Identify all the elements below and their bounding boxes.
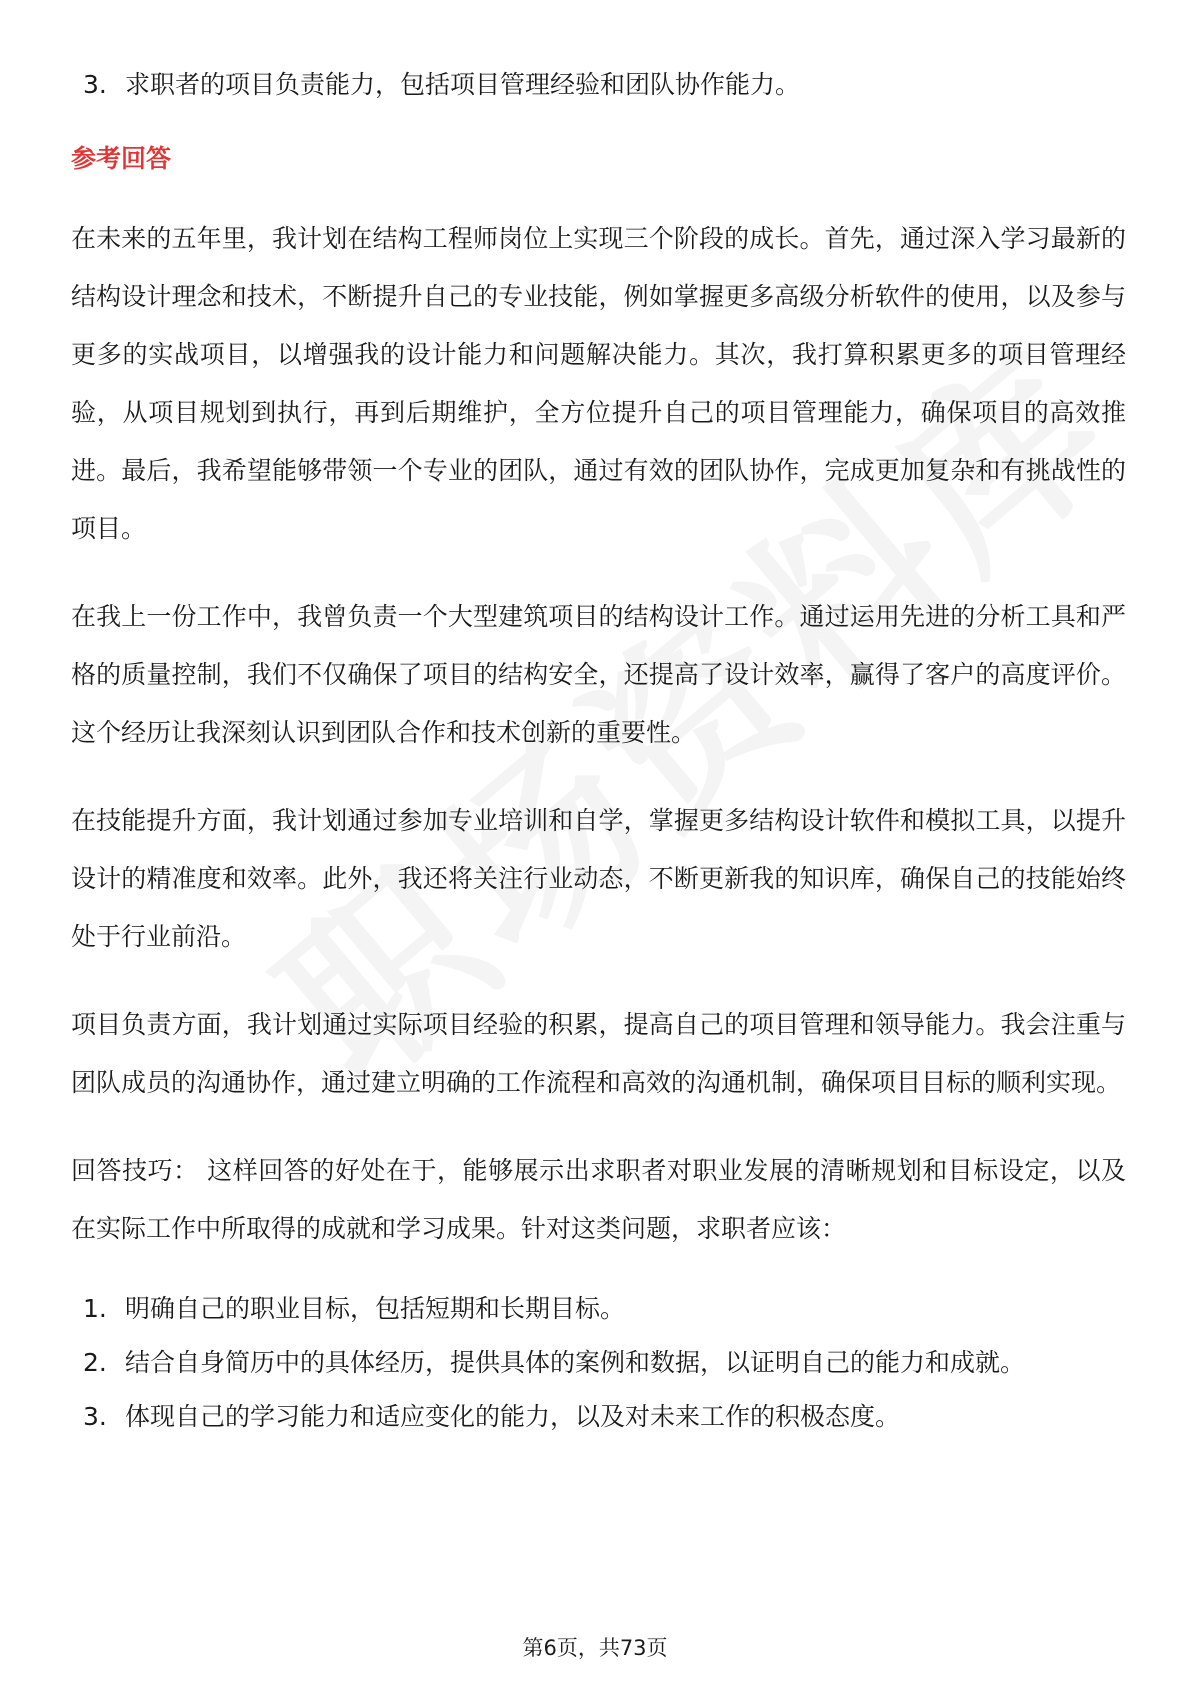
list-text: 明确自己的职业目标，包括短期和长期目标。 <box>125 1294 626 1323</box>
list-item <box>71 58 1126 112</box>
section-title: 参考回答 <box>71 144 172 173</box>
list-text: 求职者的项目负责能力，包括项目管理经验和团队协作能力。 <box>125 70 801 99</box>
list-item <box>71 1336 1126 1390</box>
list-text: 结合自身简历中的具体经历，提供具体的案例和数据，以证明自己的能力和成就。 <box>125 1348 1026 1377</box>
list-number: 2. <box>83 1348 107 1377</box>
document-body <box>71 58 1126 1444</box>
list-item <box>71 1390 1126 1444</box>
paragraph: 在技能提升方面，我计划通过参加专业培训和自学，掌握更多结构设计软件和模拟工具，以提升设计的精准度和效率。此外，我还将关注行业动态，不断更新我的知识库，确保自己的技能始终处于行业前沿。 <box>71 806 1126 951</box>
paragraph: 项目负责方面，我计划通过实际项目经验的积累，提高自己的项目管理和领导能力。我会注重与团队成员的沟通协作，通过建立明确的工作流程和高效的沟通机制，确保项目目标的顺利实现。 <box>71 1010 1126 1097</box>
list-number: 3. <box>83 70 107 99</box>
list-item <box>71 1282 1126 1336</box>
page-footer: 第6页，共73页 <box>522 1636 668 1660</box>
paragraph: 在我上一份工作中，我曾负责一个大型建筑项目的结构设计工作。通过运用先进的分析工具和严格的质量控制，我们不仅确保了项目的结构安全，还提高了设计效率，赢得了客户的高度评价。这个经历让我深刻认识到团队合作和技术创新的重要性。 <box>71 602 1126 747</box>
paragraph: 回答技巧： 这样回答的好处在于，能够展示出求职者对职业发展的清晰规划和目标设定，以及在实际工作中所取得的成就和学习成果。针对这类问题，求职者应该： <box>71 1156 1126 1243</box>
list-text: 体现自己的学习能力和适应变化的能力，以及对未来工作的积极态度。 <box>125 1402 901 1431</box>
list-number: 3. <box>83 1402 107 1431</box>
list-number: 1. <box>83 1294 107 1323</box>
paragraph: 在未来的五年里，我计划在结构工程师岗位上实现三个阶段的成长。首先，通过深入学习最新的结构设计理念和技术，不断提升自己的专业技能，例如掌握更多高级分析软件的使用，以及参与更多的实战项目，以增强我的设计能力和问题解决能力。其次，我打算积累更多的项目管理经验，从项目规划到执行，再到后期维护，全方位提升自己的项目管理能力，确保项目的高效推进。最后，我希望能够带领一个专业的团队，通过有效的团队协作，完成更加复杂和有挑战性的项目。 <box>71 224 1126 543</box>
